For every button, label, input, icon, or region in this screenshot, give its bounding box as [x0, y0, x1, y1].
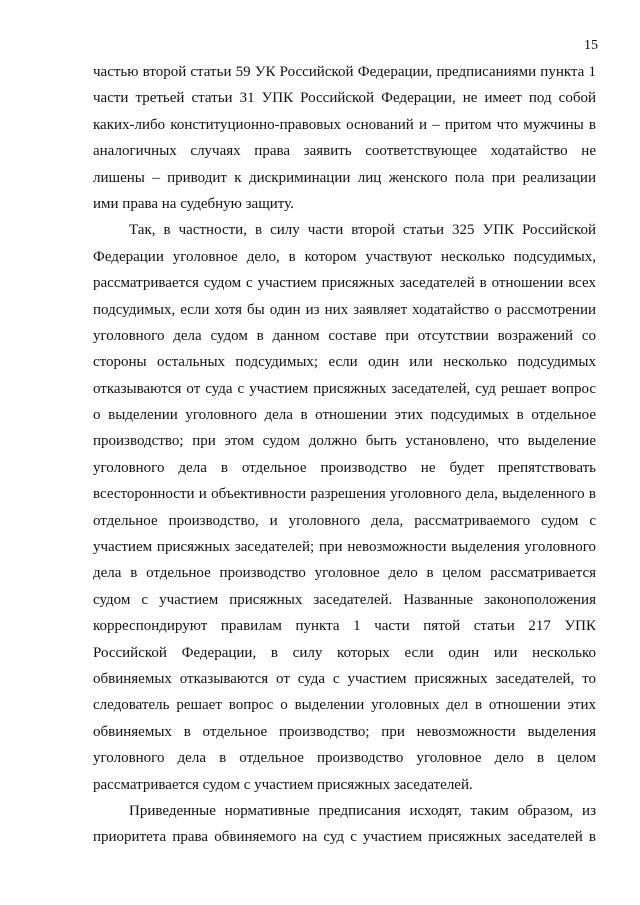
text-line: рассматривается судом с участием присяжных заседателей в отношении всех — [93, 275, 596, 292]
text-line: отдельное производство, и уголовного дела, рассматриваемого судом с — [93, 512, 596, 529]
text-line: обвиняемых отказываются от суда с участием присяжных заседателей, то — [93, 670, 596, 687]
text-line: о выделении уголовного дела в отношении этих подсудимых в отдельное — [93, 407, 596, 424]
text-line: уголовного дела судом в данном составе при отсутствии возражений со — [93, 327, 596, 344]
text-line: участием присяжных заседателей; при невозможности выделения уголовного — [93, 539, 596, 556]
paragraph-3 — [93, 798, 596, 851]
text-line: части третьей статьи 31 УПК Российской Федерации, не имеет под собой — [93, 90, 596, 107]
text-line: стороны остальных подсудимых; если один или несколько подсудимых — [93, 354, 596, 371]
text-line: уголовного дела в отдельное производство уголовное дело в целом — [93, 750, 596, 767]
text-line: ими права на судебную защиту. — [93, 195, 294, 212]
text-line: приоритета права обвиняемого на суд с участием присяжных заседателей в — [93, 829, 596, 846]
text-line: производство; при этом судом должно быть установлено, что выделение — [93, 433, 596, 450]
text-line: корреспондируют правилам пункта 1 части пятой статьи 217 УПК — [93, 618, 596, 635]
text-line: аналогичных случаях права заявить соответствующее ходатайство не — [93, 143, 596, 160]
text-line: отказываются от суда с участием присяжных заседателей, суд решает вопрос — [93, 380, 596, 397]
paragraph-2 — [93, 217, 596, 798]
text-line: каких-либо конституционно-правовых оснований и – притом что мужчины в — [93, 116, 596, 133]
text-line: уголовного дела в отдельное производство не будет препятствовать — [93, 459, 596, 476]
text-line: частью второй статьи 59 УК Российской Федерации, предписаниями пункта 1 — [93, 64, 596, 80]
text-line: дела в отдельное производство уголовное дело в целом рассматривается — [93, 565, 596, 582]
body-text — [93, 59, 596, 851]
paragraph-1 — [93, 59, 596, 217]
text-line: Российской Федерации, в силу которых если один или несколько — [93, 644, 596, 661]
text-line: всесторонности и объективности разрешения уголовного дела, выделенного в — [93, 486, 596, 503]
text-line: Федерации уголовное дело, в котором участвуют несколько подсудимых, — [93, 248, 596, 265]
text-line: обвиняемых в отдельное производство; при невозможности выделения — [93, 723, 596, 740]
text-line: следователь решает вопрос о выделении уголовных дел в отношении этих — [93, 697, 596, 714]
text-line: рассматривается судом с участием присяжных заседателей. — [93, 776, 473, 793]
text-line: подсудимых, если хотя бы один из них заявляет ходатайство о рассмотрении — [93, 301, 596, 318]
text-line: Приведенные нормативные предписания исходят, таким образом, из — [129, 802, 596, 819]
text-line: Так, в частности, в силу части второй статьи 325 УПК Российской — [129, 222, 596, 239]
text-line: лишены – приводит к дискриминации лиц женского пола при реализации — [93, 169, 596, 186]
page-number: 15 — [584, 38, 598, 53]
text-line: судом с участием присяжных заседателей. Названные законоположения — [93, 591, 596, 608]
